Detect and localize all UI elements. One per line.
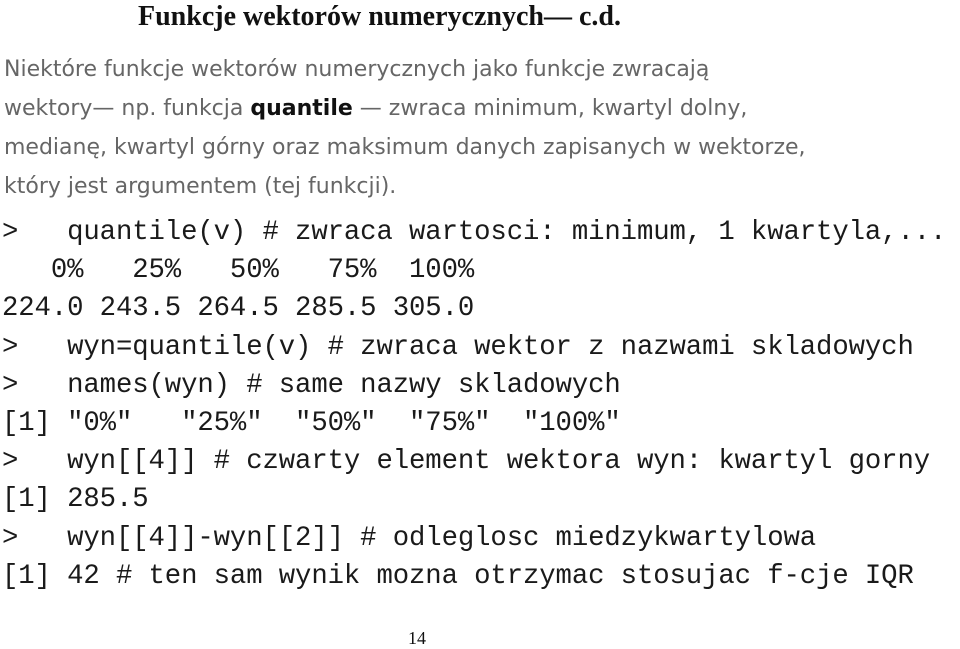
code-line-1: > quantile(v) # zwraca wartosci: minimum, 1 kwartyla,... xyxy=(2,217,947,248)
description-paragraph xyxy=(4,50,954,206)
code-line-8: [1] 285.5 xyxy=(2,484,149,516)
slide-title: Funkcje wektorów numerycznych— c.d. xyxy=(138,1,621,32)
code-line-7: > wyn[[4]] # czwarty element wektora wyn: kwartyl gorny xyxy=(2,446,931,478)
code-line-5: > names(wyn) # same nazwy skladowych xyxy=(2,369,621,401)
paragraph-line-2-end: — zwraca minimum, kwartyl dolny, xyxy=(352,96,748,121)
code-line-6: [1] "0%" "25%" "50%" "75%" "100%" xyxy=(2,407,621,439)
paragraph-line-1: Niektóre funkcje wektorów numerycznych jako funkcje zwracają xyxy=(4,57,710,82)
code-line-2: 0% 25% 50% 75% 100% xyxy=(2,255,475,287)
paragraph-line-3: medianę, kwartyl górny oraz maksimum danych zapisanych w wektorze, xyxy=(4,135,806,160)
function-name-quantile: quantile xyxy=(250,96,353,121)
code-line-9: > wyn[[4]]-wyn[[2]] # odleglosc miedzykwartylowa xyxy=(2,522,817,554)
paragraph-line-2 xyxy=(4,89,954,128)
code-line-4: > wyn=quantile(v) # zwraca wektor z nazwami skladowych xyxy=(2,331,914,363)
code-line-3: 224.0 243.5 264.5 285.5 305.0 xyxy=(2,293,475,325)
paragraph-line-4: który jest argumentem (tej funkcji). xyxy=(4,174,397,199)
r-code-listing xyxy=(2,214,958,596)
code-line-10: [1] 42 # ten sam wynik mozna otrzymac stosujac f-cje IQR xyxy=(2,560,914,592)
paragraph-line-2-start: wektory— np. funkcja xyxy=(4,96,251,121)
page-number: 14 xyxy=(408,628,426,648)
